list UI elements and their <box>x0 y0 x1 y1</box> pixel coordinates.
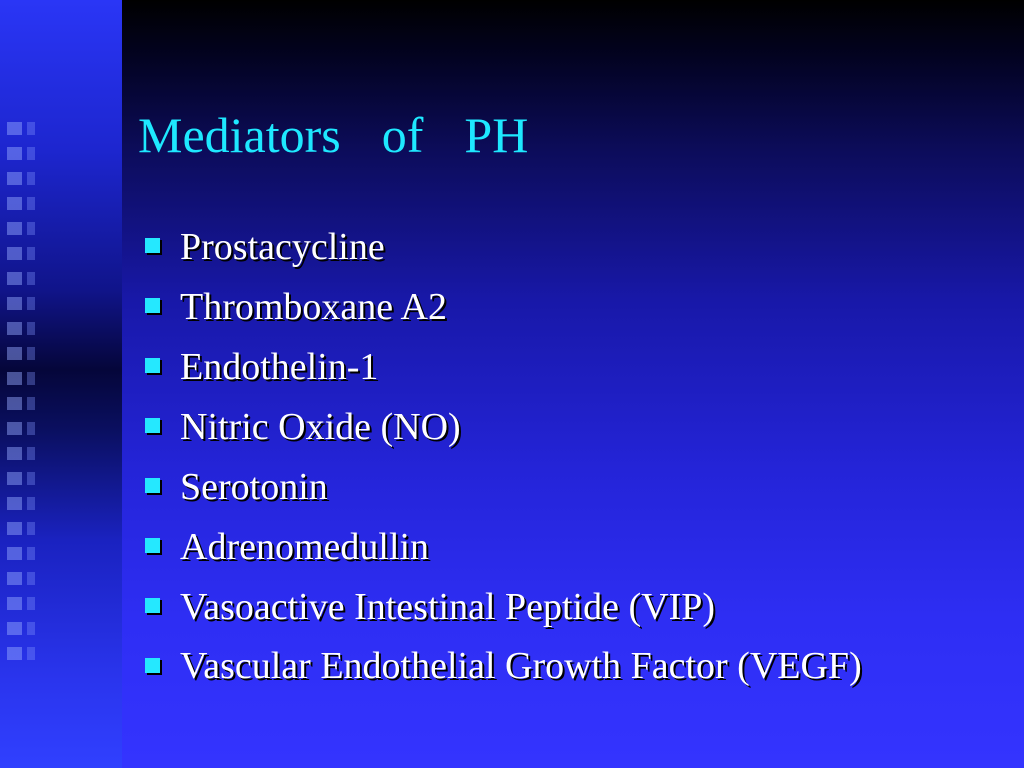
bullet-text: Vascular Endothelial Growth Factor (VEGF) <box>180 645 862 687</box>
square-bullet-icon <box>145 298 160 313</box>
bullet-text: Serotonin <box>180 466 328 508</box>
bullet-item-adrenomedullin <box>144 522 1004 582</box>
square-bullet-icon <box>145 598 160 613</box>
bullet-item-endothelin <box>144 342 1004 402</box>
bullet-item-vip <box>144 582 1004 642</box>
decorative-square-column <box>7 122 27 662</box>
bullet-item-nitric-oxide <box>144 402 1004 462</box>
bullet-text: Adrenomedullin <box>180 526 430 568</box>
bullet-item-vegf <box>144 642 1004 691</box>
bullet-item-serotonin <box>144 462 1004 522</box>
square-bullet-icon <box>145 418 160 433</box>
slide-title: Mediators of PH <box>138 107 529 163</box>
square-bullet-icon <box>145 238 160 253</box>
square-bullet-icon <box>145 538 160 553</box>
bullet-item-prostacycline <box>144 222 1004 282</box>
bullet-list <box>144 222 1004 691</box>
decorative-square-column-secondary <box>27 122 35 662</box>
square-bullet-icon <box>145 658 160 673</box>
bullet-text: Vasoactive Intestinal Peptide (VIP) <box>180 586 716 628</box>
square-bullet-icon <box>145 358 160 373</box>
bullet-text: Thromboxane A2 <box>180 286 448 328</box>
bullet-text: Nitric Oxide (NO) <box>180 406 461 448</box>
bullet-text: Prostacycline <box>180 226 385 268</box>
bullet-text: Endothelin-1 <box>180 346 379 388</box>
bullet-item-thromboxane <box>144 282 1004 342</box>
square-bullet-icon <box>145 478 160 493</box>
